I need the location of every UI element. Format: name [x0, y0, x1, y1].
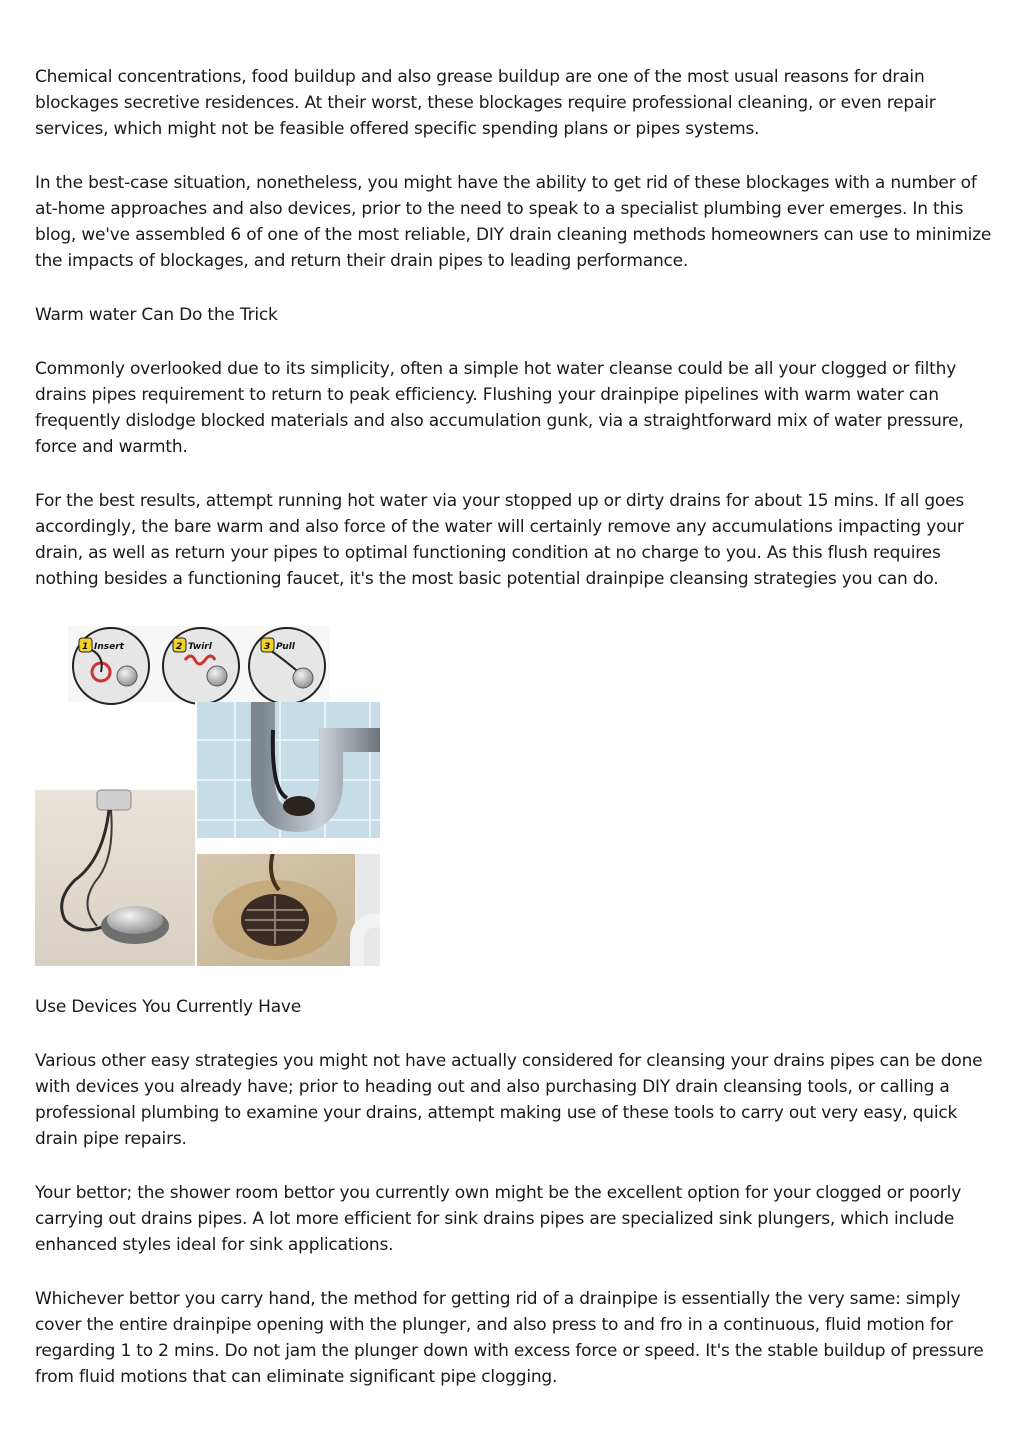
warm-water-paragraph-2: For the best results, attempt running hot water via your stopped up or dirty drains for about 15 mins. If all goes accordingly, the bare warm and also force of the water will certainly remove any accumulations impacting your drain, as well as return your pipes to optimal functioning condition at no charge to you. As this flush requires nothing besides a functioning faucet, it's the most basic potential drainpipe cleansing strategies you can do. [35, 491, 965, 589]
drain-grate-photo [196, 852, 380, 966]
devices-paragraph-1: Various other easy strategies you might not have actually considered for cleansing your drains pipes can be done with devices you already have; prior to heading out and also purchasing DIY drain cleansing tools, or calling a professional plumbing to examine your drains, attempt making use of these tools to carry out very easy, quick drain pipe repairs. [35, 1051, 983, 1149]
section-heading-devices: Use Devices You Currently Have [35, 997, 302, 1017]
step-2-number: 2 [176, 642, 183, 652]
step-pull-icon [249, 628, 325, 704]
step-3-label: Pull [276, 642, 295, 652]
devices-paragraph-2: Your bettor; the shower room bettor you currently own might be the excellent option for your clogged or poorly carrying out drains pipes. A lot more efficient for sink drains pipes are specialized sink plungers, which include enhanced styles ideal for sink applications. [35, 1183, 962, 1255]
devices-paragraph-3: Whichever bettor you carry hand, the method for getting rid of a drainpipe is essentially the very same: simply cover the entire drainpipe opening with the plunger, and also press to and fro in a continuous, fluid motion for regarding 1 to 2 mins. Do not jam the plunger down with excess force or speed. It's the stable buildup of pressure from fluid motions that can eliminate significant pipe clogging. [35, 1289, 984, 1387]
sink-drain-photo [35, 790, 196, 966]
section-heading-warm-water: Warm water Can Do the Trick [35, 305, 278, 325]
step-1-label: Insert [94, 642, 124, 652]
step-2-label: Twirl [188, 642, 212, 652]
warm-water-paragraph-1: Commonly overlooked due to its simplicity, often a simple hot water cleanse could be all your clogged or filthy drains pipes requirement to return to peak efficiency. Flushing your drainpipe pipelines with warm water can frequently dislodge blocked materials and also accumulation gunk, via a straightforward mix of water pressure, force and warmth. [35, 359, 964, 457]
step-3-number: 3 [264, 642, 271, 652]
drain-cleaning-figure [35, 620, 380, 966]
step-1-number: 1 [82, 642, 89, 652]
intro-paragraph-2: In the best-case situation, nonetheless, you might have the ability to get rid of these blockages with a number of at-home approaches and also devices, prior to the need to speak to a specialist plumbing ever emerges. In this blog, we've assembled 6 of one of the most reliable, DIY drain cleaning methods homeowners can use to minimize the impacts of blockages, and return their drain pipes to leading performance. [35, 173, 992, 271]
document-body [35, 64, 995, 1418]
pipe-trap-photo [196, 702, 380, 838]
intro-paragraph-1: Chemical concentrations, food buildup and also grease buildup are one of the most usual reasons for drain blockages secretive residences. At their worst, these blockages require professional cleaning, or even repair services, which might not be feasible offered specific spending plans or pipes systems. [35, 67, 936, 139]
